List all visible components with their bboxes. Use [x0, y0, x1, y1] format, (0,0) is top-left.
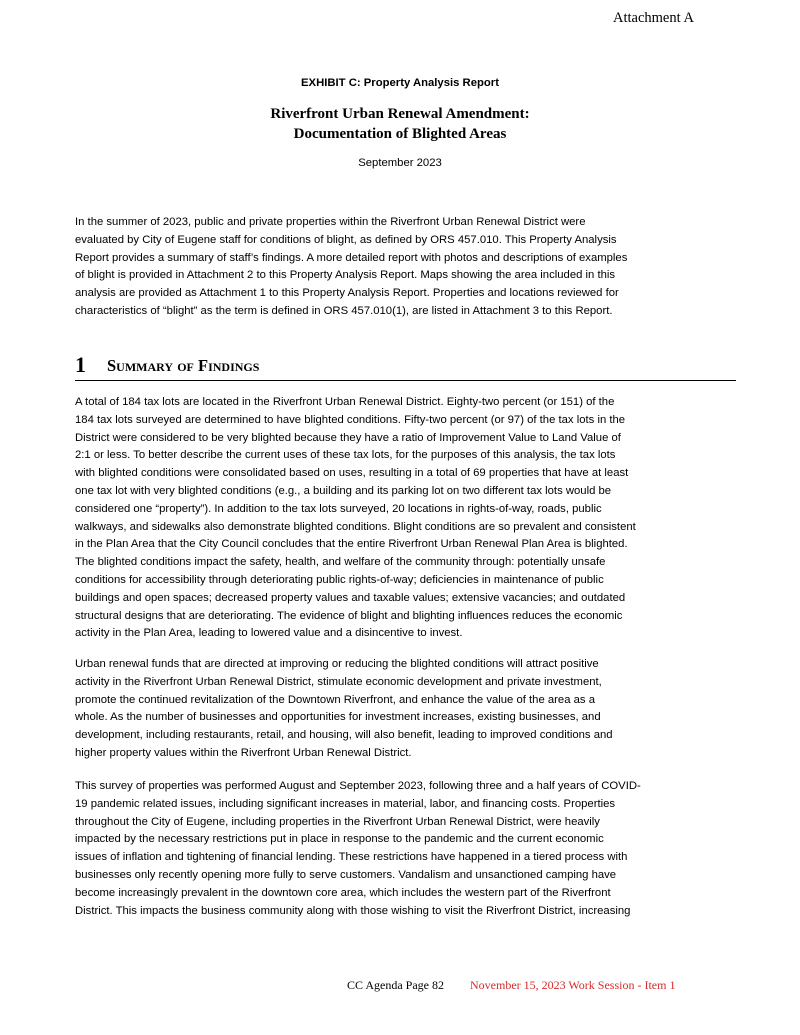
text-line: considered one “property”). In addition to the tax lots surveyed, 20 locations in rights-of-way, roads, public	[75, 502, 602, 515]
findings-paragraph-1	[75, 394, 735, 643]
section-title: Summary of Findings	[107, 356, 260, 375]
text-line: structural designs that are deteriorating. The evidence of blight and blighting influences reduces the economic	[75, 609, 623, 622]
text-line: 19 pandemic related issues, including significant increases in material, labor, and financing costs. Properties	[75, 797, 616, 810]
intro-paragraph	[75, 214, 735, 321]
document-title	[0, 104, 800, 144]
text-line: activity in the Plan Area, leading to lowered value and a disincentive to invest.	[75, 627, 463, 640]
text-line: Report provides a summary of staff’s findings. A more detailed report with photos and descriptions of examples	[75, 251, 628, 264]
text-line: of blight is provided in Attachment 2 to this Property Analysis Report. Maps showing the area included in this	[75, 269, 616, 282]
text-line: activity in the Riverfront Urban Renewal District, stimulate economic development and private investment,	[75, 675, 602, 688]
text-line: walkways, and sidewalks also demonstrate blighted conditions. Blight conditions are so prevalent and consistent	[75, 520, 636, 533]
text-line: with blighted conditions were consolidated based on uses, resulting in a total of 69 properties that have at least	[75, 467, 629, 480]
title-line-1: Riverfront Urban Renewal Amendment:	[270, 106, 530, 122]
document-date: September 2023	[358, 157, 442, 169]
text-line: one tax lot with very blighted conditions (e.g., a building and its parking lot on two different tax lots would be	[75, 484, 612, 497]
title-line-2: Documentation of Blighted Areas	[293, 126, 507, 142]
text-line: In the summer of 2023, public and private properties within the Riverfront Urban Renewal District were	[75, 216, 586, 228]
section-number: 1	[75, 352, 86, 377]
text-line: issues of inflation and tightening of financial lending. These restrictions have happened in a tiered process with	[75, 851, 628, 864]
text-line: in the Plan Area that the City Council concludes that the entire Riverfront Urban Renewal Plan Area is blighted.	[75, 538, 628, 551]
findings-paragraph-2	[75, 656, 735, 763]
text-line: impacted by the necessary restrictions put in place in response to the pandemic and the current economic	[75, 833, 604, 846]
text-line: 2:1 or less. To better describe the current uses of these tax lots, for the purposes of this analysis, the tax lots	[75, 449, 616, 462]
text-line: throughout the City of Eugene, including properties in the Riverfront Urban Renewal District, were heavily	[75, 815, 600, 828]
text-line: A total of 184 tax lots are located in the Riverfront Urban Renewal District. Eighty-two percent (or 151) of the	[75, 396, 615, 408]
text-line: analysis are provided as Attachment 1 to this Property Analysis Report. Properties and locations reviewed for	[75, 287, 619, 300]
section-heading	[75, 352, 736, 381]
text-line: District were considered to be very blighted because they have a ratio of Improvement Value to Land Value of	[75, 431, 621, 444]
text-line: conditions for accessibility through deteriorating public rights-of-way; deficiencies in maintenance of public	[75, 573, 604, 586]
text-line: District. This impacts the business community along with those wishing to visit the Riverfront District, increasing	[75, 904, 631, 917]
text-line: characteristics of “blight” as the term is defined in ORS 457.010(1), are listed in Attachment 3 to this Report.	[75, 304, 613, 317]
attachment-label: Attachment A	[613, 10, 694, 26]
text-line: whole. As the number of businesses and opportunities for investment increases, existing businesses, and	[75, 711, 601, 724]
text-line: promote the continued revitalization of the Downtown Riverfront, and enhance the value of the area as a	[75, 693, 595, 706]
text-line: 184 tax lots surveyed are determined to have blighted conditions. Fifty-two percent (or 97) of the tax lots in the	[75, 413, 626, 426]
text-line: evaluated by City of Eugene staff for conditions of blight, as defined by ORS 457.010. This Property Analysis	[75, 233, 617, 246]
text-line: buildings and open spaces; decreased property values and taxable values; extensive vacancies; and outdated	[75, 591, 626, 604]
agenda-page-number: CC Agenda Page 82	[347, 978, 444, 992]
text-line: This survey of properties was performed August and September 2023, following three and a half years of COVID-	[75, 780, 641, 792]
findings-paragraph-3	[75, 778, 735, 920]
text-line: Urban renewal funds that are directed at improving or reducing the blighted conditions will attract positive	[75, 658, 599, 670]
text-line: development, including restaurants, retail, and housing, will also benefit, leading to improved conditions and	[75, 729, 613, 742]
text-line: become increasingly prevalent in the downtown core area, which includes the western part of the Riverfront	[75, 886, 611, 899]
work-session-label: November 15, 2023 Work Session - Item 1	[470, 978, 676, 992]
text-line: businesses only recently opening more fully to serve customers. Vandalism and unsanctioned camping have	[75, 868, 617, 881]
exhibit-heading: EXHIBIT C: Property Analysis Report	[301, 77, 499, 89]
text-line: The blighted conditions impact the safety, health, and welfare of the community through: potentially unsafe	[75, 556, 606, 569]
text-line: higher property values within the Riverfront Urban Renewal District.	[75, 746, 412, 759]
